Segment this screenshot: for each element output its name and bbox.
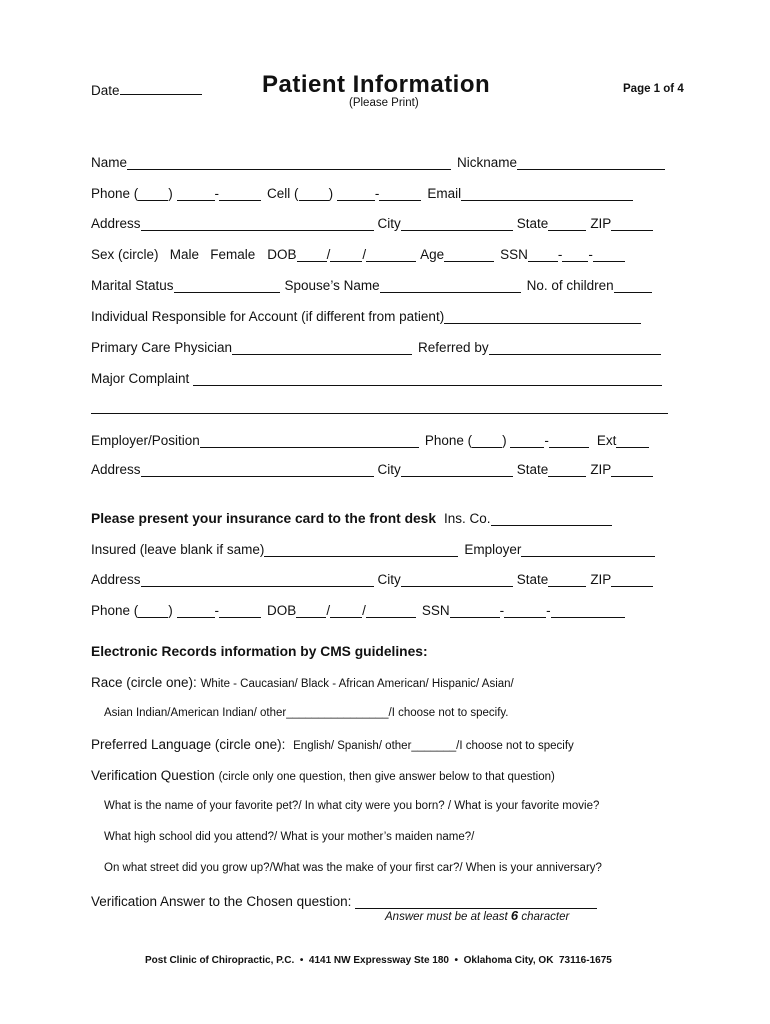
phone-row: Phone ( ) - Cell ( ) - Email xyxy=(91,183,633,201)
phone-area-field[interactable] xyxy=(138,186,168,201)
complaint-field[interactable] xyxy=(193,371,662,386)
insured-ssn-group-field[interactable] xyxy=(504,603,546,618)
verification-note: (circle only one question, then give answer below to that question) xyxy=(218,771,555,783)
insured-phone-area-field[interactable] xyxy=(138,603,168,618)
pcp-field[interactable] xyxy=(232,340,412,355)
employer-address-field[interactable] xyxy=(141,462,374,477)
insured-dob-day-field[interactable] xyxy=(330,603,362,618)
cell-line-field[interactable] xyxy=(379,186,421,201)
insured-phone-line-field[interactable] xyxy=(219,603,261,618)
answer-field[interactable] xyxy=(355,894,597,909)
sex-label[interactable]: Sex (circle) Male Female xyxy=(91,247,256,262)
address-field[interactable] xyxy=(141,216,374,231)
race-options[interactable]: White - Caucasian/ Black - African American/ Hispanic/ Asian/ xyxy=(200,678,514,690)
insurance-heading: Please present your insurance card to the front desk xyxy=(91,511,437,526)
employer-state-field[interactable] xyxy=(548,462,586,477)
dob-month-field[interactable] xyxy=(297,247,327,262)
complaint-row: Major Complaint xyxy=(91,368,662,386)
employer-phone-prefix-field[interactable] xyxy=(510,433,544,448)
ssn-area-field[interactable] xyxy=(528,247,558,262)
insured-state-field[interactable] xyxy=(548,572,586,587)
verification-questions-3[interactable]: On what street did you grow up?/What was the make of your first car?/ When is your anniversary? xyxy=(104,862,602,874)
ins-co-field[interactable] xyxy=(491,511,612,526)
insured-ssn-area-field[interactable] xyxy=(450,603,500,618)
children-field[interactable] xyxy=(614,278,652,293)
insured-dob-month-field[interactable] xyxy=(296,603,326,618)
insured-address-field[interactable] xyxy=(141,572,374,587)
city-field[interactable] xyxy=(401,216,513,231)
insured-field[interactable] xyxy=(264,542,458,557)
insured-phone-row: Phone ( ) - DOB / / SSN - - xyxy=(91,600,625,618)
insured-city-field[interactable] xyxy=(401,572,513,587)
name-field[interactable] xyxy=(127,155,451,170)
insured-row: Insured (leave blank if same) Employer xyxy=(91,539,655,557)
complaint-field-line2[interactable] xyxy=(91,413,668,414)
footer-address: Post Clinic of Chiropractic, P.C. • 4141 NW Expressway Ste 180 • Oklahoma City, OK 73116-1675 xyxy=(145,955,612,966)
employer-zip-field[interactable] xyxy=(611,462,653,477)
address-row: Address City State ZIP xyxy=(91,213,653,231)
name-row: Name Nickname xyxy=(91,152,665,170)
marital-field[interactable] xyxy=(174,278,280,293)
state-field[interactable] xyxy=(548,216,586,231)
employer-address-row: Address City State ZIP xyxy=(91,459,653,477)
insured-employer-field[interactable] xyxy=(521,542,655,557)
sex-dob-row: Sex (circle) Male Female DOB / / Age SSN - - xyxy=(91,244,625,262)
dob-year-field[interactable] xyxy=(366,247,416,262)
date-field[interactable] xyxy=(120,80,202,95)
employer-phone-area-field[interactable] xyxy=(472,433,502,448)
nickname-field[interactable] xyxy=(517,155,665,170)
responsible-field[interactable] xyxy=(444,309,641,324)
verification-questions-2[interactable]: What high school did you attend?/ What is your mother’s maiden name?/ xyxy=(104,831,475,843)
cell-prefix-field[interactable] xyxy=(337,186,375,201)
date-label: Date xyxy=(91,80,202,98)
answer-row: Verification Answer to the Chosen question: xyxy=(91,891,597,909)
insurance-row: Please present your insurance card to the front desk Ins. Co. xyxy=(91,508,612,526)
ext-field[interactable] xyxy=(616,433,649,448)
employer-row: Employer/Position Phone ( ) - Ext xyxy=(91,430,649,448)
page-title: Patient Information xyxy=(262,71,491,98)
ehr-heading: Electronic Records information by CMS guidelines: xyxy=(91,644,428,659)
race-options-2[interactable]: Asian Indian/American Indian/ other________________/I choose not to specify. xyxy=(104,707,509,719)
spouse-field[interactable] xyxy=(380,278,521,293)
language-row: Preferred Language (circle one): English/ Spanish/ other_______/I choose not to specify xyxy=(91,737,574,752)
phone-prefix-field[interactable] xyxy=(177,186,215,201)
language-options[interactable]: English/ Spanish/ other_______/I choose not to specify xyxy=(293,740,574,752)
employer-phone-line-field[interactable] xyxy=(549,433,589,448)
insured-zip-field[interactable] xyxy=(611,572,653,587)
insured-phone-prefix-field[interactable] xyxy=(177,603,215,618)
pcp-row: Primary Care Physician Referred by xyxy=(91,337,661,355)
employer-position-field[interactable] xyxy=(200,433,419,448)
ssn-group-field[interactable] xyxy=(562,247,588,262)
insured-ssn-serial-field[interactable] xyxy=(551,603,625,618)
cell-area-field[interactable] xyxy=(299,186,329,201)
verification-row: Verification Question (circle only one question, then give answer below to that question) xyxy=(91,768,555,783)
page-subtitle: (Please Print) xyxy=(349,97,419,109)
referred-field[interactable] xyxy=(489,340,661,355)
verification-questions-1[interactable]: What is the name of your favorite pet?/ In what city were you born? / What is your favorite movie? xyxy=(104,800,600,812)
answer-note: Answer must be at least 6 character xyxy=(385,908,570,923)
ssn-serial-field[interactable] xyxy=(593,247,625,262)
dob-day-field[interactable] xyxy=(330,247,362,262)
phone-line-field[interactable] xyxy=(219,186,261,201)
marital-row: Marital Status Spouse’s Name No. of children xyxy=(91,275,652,293)
race-row: Race (circle one): White - Caucasian/ Black - African American/ Hispanic/ Asian/ xyxy=(91,675,514,690)
responsible-row: Individual Responsible for Account (if different from patient) xyxy=(91,306,641,324)
insured-address-row: Address City State ZIP xyxy=(91,569,653,587)
age-field[interactable] xyxy=(444,247,494,262)
insured-dob-year-field[interactable] xyxy=(366,603,416,618)
employer-city-field[interactable] xyxy=(401,462,513,477)
email-field[interactable] xyxy=(461,186,633,201)
page-number: Page 1 of 4 xyxy=(623,83,684,95)
zip-field[interactable] xyxy=(611,216,653,231)
